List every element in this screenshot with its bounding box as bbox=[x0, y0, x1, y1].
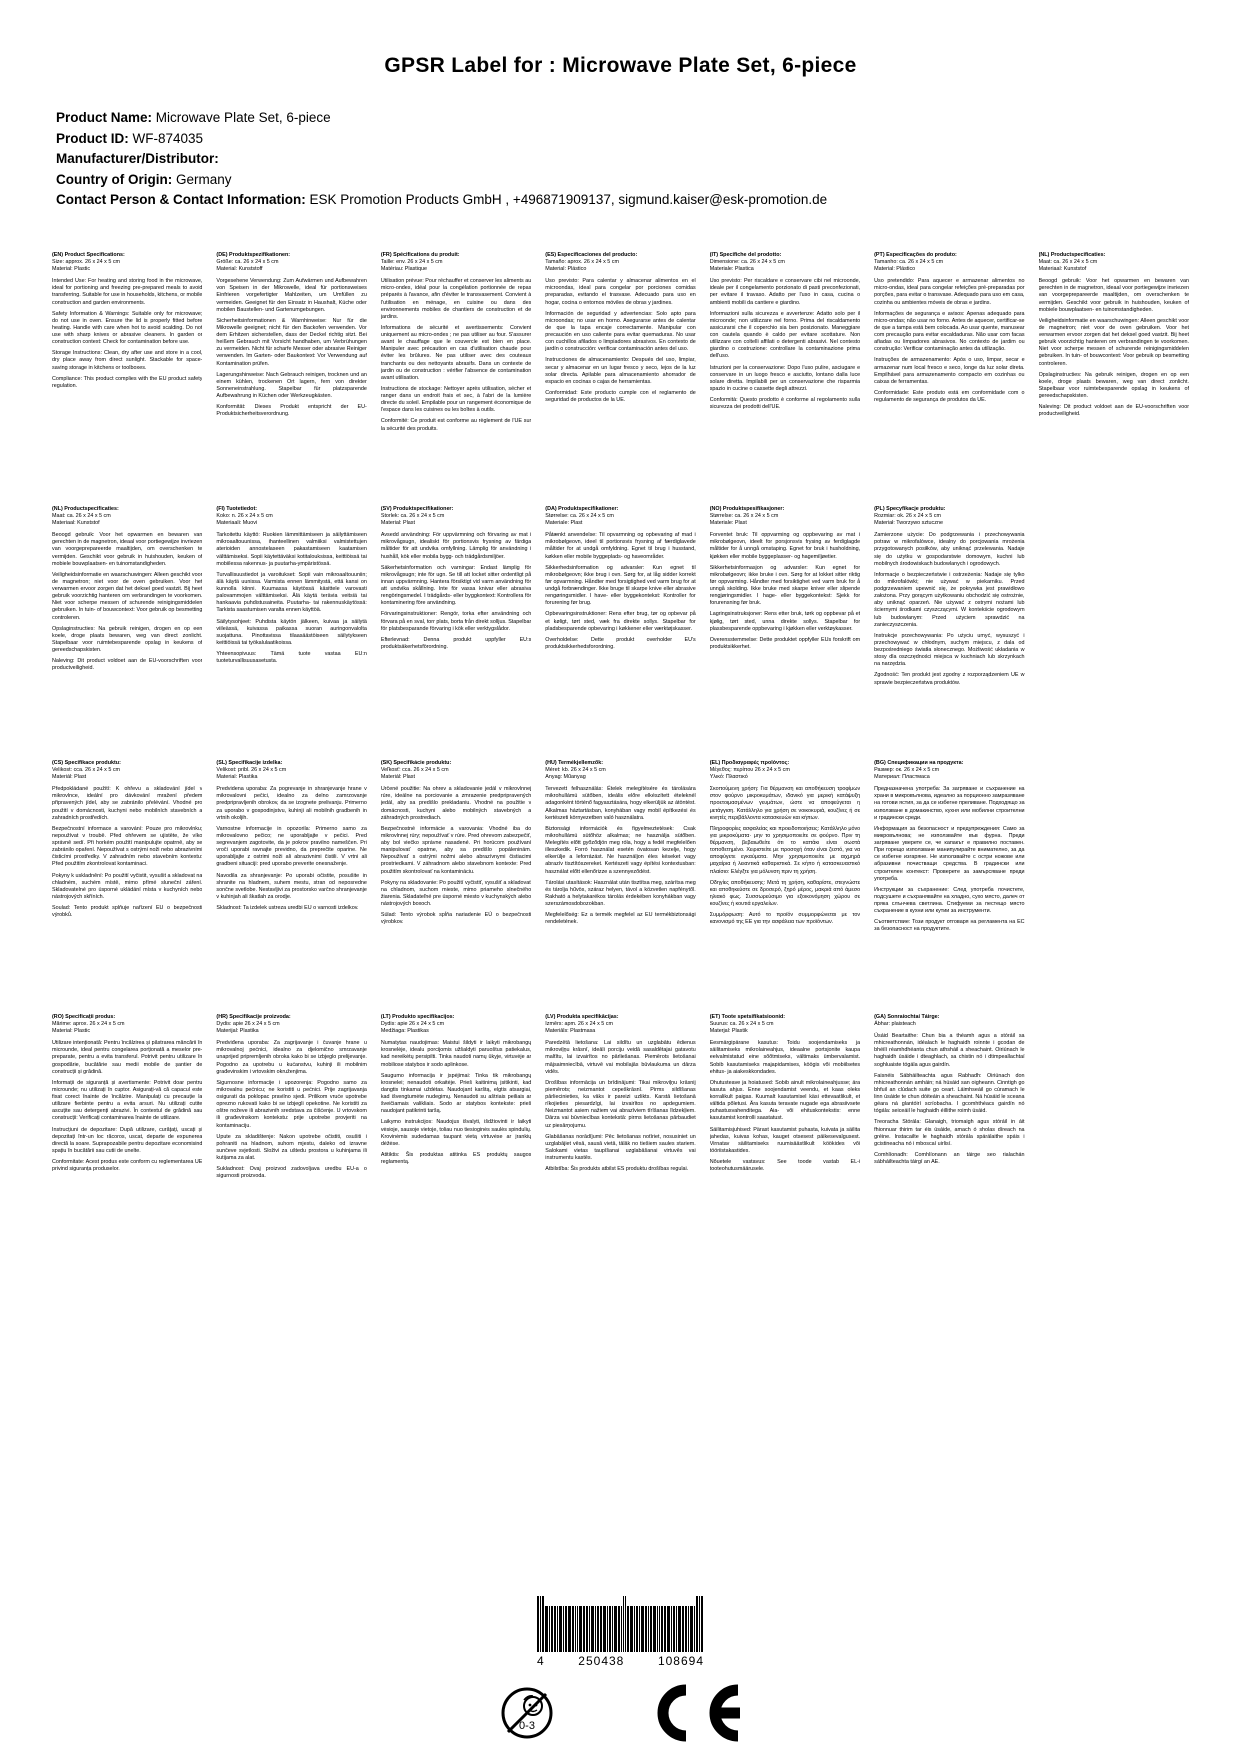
meta-row-manufacturer bbox=[56, 149, 1189, 169]
spec-block-spacer-2 bbox=[1039, 760, 1189, 1014]
spec-material: Materiale: Plast bbox=[545, 520, 583, 527]
spec-material: Material: Plastic bbox=[52, 1028, 91, 1035]
spec-paragraph: Vorgesehene Verwendung: Zum Aufwärmen und Aufbewahren von Speisen in der Mikrowelle, ideal für portionsweises Einfrieren vorgefertigter Mahlzeiten, um Umfüllen zu vermeiden. Geeignet für den Einsatz in Haushalt, Küche oder mobilen Baustellen- und Gartenumgebungen. bbox=[216, 278, 367, 313]
spec-heading: (HU) Termékjellemzők: bbox=[545, 759, 603, 766]
spec-size: Ábhar: plaisteach bbox=[874, 1020, 916, 1027]
spec-size: Rozmiar: ok. 26 x 24 x 5 cm bbox=[874, 512, 941, 519]
spec-paragraph: Informações de segurança e avisos: Apenas adequado para micro-ondas; não usar no forno. Antes de aquecer, certificar-se de que a tampa está bem colocada. Ao usar quente, manusear com precaução para evitar escaldaduras. Não usar com facas afiadas ou limpadores abrasivos. No contexto de jardim ou construção: Verificar contaminação antes da utilização. bbox=[874, 310, 1025, 353]
spec-heading: (NO) Produktspesifikasjoner: bbox=[709, 505, 785, 512]
spec-paragraph: Informacje o bezpieczeństwie i ostrzeżenia: Nadaje się tylko do mikrofalówki; nie używać w piekarniku. Przed podgrzewaniem upewnić się, że pokrywka jest prawidłowo założona. Przy gorącym użytkowaniu obchodzić się ostrożnie, aby uniknąć oparzeń. Nie używać z ostrymi nożami lub ściernymi środkami czyszczącymi. W kontekście ogrodowym lub budowlanym: Przed użyciem sprawdzić na zanieczyszczenia. bbox=[874, 571, 1025, 628]
spec-paragraph: Určené použitie: Na ohrev a skladovanie jedál v mikrovlnnej rúre, ideálne na porciovanie a zmrazenie predpripravených jedál, aby sa predišlo prekladaniu. Vhodné na použitie v domácnosti, kuchyni alebo mobilných stavebných a záhradných prostrediach. bbox=[380, 786, 532, 821]
spec-paragraph: Yhteensopivuus: Tämä tuote vastaa EU:n tuoteturvallisuusasetusta. bbox=[216, 651, 367, 665]
spec-size: Tamaño: aprox. 26 x 24 x 5 cm bbox=[545, 258, 619, 265]
spec-paragraph: Nõuetele vastavus: See toode vastab EL-i tooteohutusmäärusele. bbox=[709, 1159, 861, 1173]
spec-size: Dimensione: ca. 26 x 24 x 5 cm bbox=[709, 258, 785, 265]
spec-block-sv bbox=[381, 506, 531, 760]
spec-block-hu bbox=[545, 760, 695, 1014]
spec-material: Anyag: Műanyag bbox=[545, 774, 586, 781]
spec-heading: (FR) Spécifications du produit: bbox=[380, 251, 460, 258]
spec-paragraph: Overensstemmelse: Dette produktet oppfyller EUs forskrift om produktsikkerhet. bbox=[709, 636, 861, 650]
spec-block-spacer-3 bbox=[1039, 1014, 1189, 1268]
spec-block-en bbox=[52, 252, 202, 506]
spec-block-sl bbox=[216, 760, 366, 1014]
spec-paragraph: Förvaringsinstruktioner: Rengör, torka efter användning och förvara på en sval, torr plats, borta från direkt solljus. Stapelbar för platsbesparande förvaring i kök eller verktygslådor. bbox=[380, 611, 532, 632]
spec-paragraph: Съответствие: Този продукт отговаря на регламента на ЕС за безопасност на продуктите. bbox=[874, 919, 1025, 933]
spec-paragraph: Sukladnost: Ovaj proizvod zadovoljava uredbu EU-a o sigurnosti proizvoda. bbox=[216, 1166, 367, 1180]
spec-heading: (IT) Specifiche del prodotto: bbox=[709, 251, 782, 258]
meta-value: Germany bbox=[176, 171, 232, 187]
spec-paragraph: Saugumo informacija ir įspėjimai: Tinka tik mikrobangų krosnelei; nenaudoti orkaitėje. Prieš kaitinimą įsitikinti, kad dangtis tinkamai uždėtas. Naudojant karštą, elgtis atsargiai, kad išvengtumėte nudegimų. Nenaudoti su aštriais peiliais ar šveičiamais valikliais. Sodo ar statybos kontekste: prieš naudojant patikrinti taršą. bbox=[380, 1072, 532, 1115]
spec-material: Υλικό: Πλαστικό bbox=[709, 774, 748, 781]
spec-heading: (CS) Specifikace produktu: bbox=[52, 759, 121, 766]
spec-material: Materjal: Plastik bbox=[709, 1028, 748, 1035]
spec-paragraph: Conformità: Questo prodotto è conforme al regolamento sulla sicurezza dei prodotti dell'UE. bbox=[709, 397, 861, 411]
spec-material: Materiaali: Muovi bbox=[216, 520, 258, 527]
spec-paragraph: Compliance: This product complies with the EU product safety regulation. bbox=[52, 375, 203, 389]
spec-paragraph: Instrucciones de almacenamiento: Después del uso, limpiar, secar y almacenar en un lugar fresco y seco, lejos de la luz solar directa. Apilable para almacenamiento ahorrador de espacio en cocinas o cajas de herramientas. bbox=[545, 357, 696, 385]
spec-paragraph: Lagerungshinweise: Nach Gebrauch reinigen, trocknen und an einem kühlen, trockenen Ort lagern, fern von direkter Sonneneinstrahlung. Stapelbar für platzsparende Aufbewahrung in Küchen oder Werkzeugkästen. bbox=[216, 371, 367, 400]
spec-block-no bbox=[710, 506, 860, 760]
spec-paragraph: Οδηγίες αποθήκευσης: Μετά τη χρήση, καθαρίστε, στεγνώστε και αποθηκεύστε σε δροσερό, ξηρό μέρος, μακριά από άμεσο ηλιακό φως. Συσσωρεύσιμο για εξοικονόμηση χώρου σε κουζίνες ή κουτιά εργαλείων. bbox=[709, 879, 861, 908]
spec-size: Dydis: apie 26 x 24 x 5 cm bbox=[380, 1020, 445, 1027]
spec-paragraph: Numatytas naudojimas: Maistui šildyti ir laikyti mikrobangų krosnelėje, idealu porcijomis užšaldyti paruoštus patiekalus, kad nereikėtų persipilti. Tinka naudoti namų ūkyje, virtuvėje ar mobiliose statybos ir sodo aplinkose. bbox=[380, 1040, 532, 1068]
spec-size: Veľkosť: cca. 26 x 24 x 5 cm bbox=[380, 766, 449, 773]
barcode-left-digit: 4 bbox=[537, 1654, 545, 1668]
spec-paragraph: Instructions de stockage: Nettoyer après utilisation, sécher et ranger dans un endroit frais et sec, à l'abri de la lumière directe du soleil. Empilable pour un rangement économique de l'espace dans les cuisines ou les boîtes à outils. bbox=[380, 385, 532, 414]
spec-heading: (RO) Specificații produs: bbox=[52, 1013, 116, 1020]
meta-label: Country of Origin: bbox=[56, 171, 173, 187]
spec-paragraph: Beoogd gebruik: Voor het opwarmen en bewaren van gerechten in de magnetron, ideaal voor portiegewijze invriezen van voorgeprepareerde maaltijden, om overschenken te vermijden. Geschikt voor gebruik in huishouden, keuken of mobiele bouwplaatsen- en tuinomstandigheden. bbox=[1038, 278, 1189, 313]
spec-paragraph: Předpokládané použití: K ohřevu a skladování jídel v mikrovlnce, ideální pro dávkování mražení předem připravených jídel, aby se zabránilo přelévání. Vhodné pro použití v domácnosti, kuchyni nebo mobilních stavebních a zahradních prostředích. bbox=[52, 786, 203, 821]
spec-size: Størrelse: ca. 26 x 24 x 5 cm bbox=[709, 512, 779, 519]
meta-label: Product ID: bbox=[56, 130, 129, 146]
spec-paragraph: Intended Use: For heating and storing food in the microwave, ideal for portioning and freezing pre-prepared meals to avoid transferring. Suitable for use in households, kitchens, or mobile construction and garden environments. bbox=[52, 278, 203, 306]
spec-paragraph: Laikymo instrukcijos: Naudojus išvalyti, išdžiovinti ir laikyti vėsioje, sausoje vietoje, toliau nuo tiesioginės saulės spindulių. Krovinėmis sudedamas taupant vietą virtuvėse ar įrankių dėžėse. bbox=[380, 1119, 532, 1147]
spec-size: Maat: ca. 26 x 24 x 5 cm bbox=[52, 512, 111, 519]
spec-paragraph: Lagringsinstruksjoner: Rens etter bruk, tørk og oppbevar på et kjølig, tørt sted, unna direkte sollys. Stapelbar for plassbesparende oppbevaring i kjøkken eller verktøykasser. bbox=[709, 611, 861, 632]
spec-material: Material: Plástico bbox=[545, 266, 587, 273]
spec-block-hr bbox=[216, 1014, 366, 1268]
spec-size: Taille: env. 26 x 24 x 5 cm bbox=[380, 258, 443, 265]
spec-block-cs bbox=[52, 760, 202, 1014]
spec-paragraph: Paredzētā lietošana: Lai sildītu un uzglabātu ēdienus mikroviļņu krāsnī, ideāli porciju veidā sasaldētajai gatavotu maltītu, lai izvairītos no pārliešanas. Piemērots lietošanai mājsaimniecībā, virtuvē vai mobilajās būvlaukuma un dārza vidēs. bbox=[545, 1040, 696, 1075]
spec-heading: (ES) Especificaciones del producto: bbox=[545, 251, 638, 258]
age-range-text: 0-3 bbox=[518, 1720, 535, 1732]
spec-paragraph: Sikkerhetsinformasjon og advarsler: Kun egnet for mikrobølgeovn; ikke bruke i ovn. Sørg for at lokket sitter riktig før oppvarming. Håndter med forsiktighet ved varm bruk for å unngå skolding. Ikke bruke med skarpe kniver eller slipende rengjøringsmidler. I hage- eller byggekontekst: Sjekk for forurensning før bruk. bbox=[709, 564, 861, 607]
spec-block-spacer-1 bbox=[1039, 506, 1189, 760]
spec-paragraph: Utilizare intenționată: Pentru încălzirea și păstrarea mâncării în microunde, ideal pentru congelarea porționată a meselor pre-preparate, pentru a evita transferul. Potrivit pentru utilizare în gospodărie, bucătărie sau medii mobile de șantier de construcții și grădină. bbox=[52, 1040, 203, 1075]
spec-heading: (PT) Especificações do produto: bbox=[874, 251, 957, 258]
spec-block-es bbox=[545, 252, 695, 506]
spec-material: Materiāls: Plastmasa bbox=[545, 1028, 596, 1035]
language-specs-grid bbox=[52, 252, 1189, 1268]
spec-size: Izmērs: apm. 26 x 24 x 5 cm bbox=[545, 1020, 613, 1027]
barcode-digits bbox=[537, 1654, 704, 1668]
meta-label: Product Name: bbox=[56, 110, 153, 125]
spec-paragraph: Veiligheidsinformatie en waarschuwingen: Alleen geschikt voor de magnetron; niet voor de oven gebruiken. Voor het verwarmen ervoor zorgen dat het deksel goed vastzit. Bij heet gebruik voorzichtig hanteren om verbrandingen te voorkomen. Niet voor scherpe messen of schurende reinigingsmiddelen gebruiken. In tuin- of bouwcontext: Voor gebruik op besmetting controleren. bbox=[1038, 317, 1189, 367]
spec-block-pt bbox=[874, 252, 1024, 506]
spec-block-pl bbox=[874, 506, 1024, 760]
spec-paragraph: Påtænkt anvendelse: Til opvarmning og opbevaring af mad i mikrobølgeovn, ideel til portionsvis frysning af færdiglavede måltider for at undgå omfyldning. Egnet til brug i husstand, køkken eller mobile byggeplads- og haveområder. bbox=[545, 532, 696, 560]
spec-size: Size: approx. 26 x 24 x 5 cm bbox=[52, 258, 121, 265]
compliance-marks bbox=[0, 1684, 1241, 1742]
spec-material: Material: Plastika bbox=[216, 774, 258, 781]
spec-paragraph: Uso pretendido: Para aquecer e armazenar alimentos no micro-ondas, ideal para congelar refeições pré-preparadas por porções, para evitar o transvase. Adequado para uso em casa, cozinha ou ambientes móveis de obras e jardins. bbox=[874, 278, 1025, 306]
spec-paragraph: Opslaginstructies: Na gebruik reinigen, drogen en op een koele, droge plaats bewaren, weg van direct zonlicht. Stapelbaar voor ruimtebesparende opslag in keukens of gereedschapskisten. bbox=[1038, 371, 1189, 400]
spec-size: Koko: n. 26 x 24 x 5 cm bbox=[216, 512, 273, 519]
spec-block-bg bbox=[874, 760, 1024, 1014]
spec-size: Méret: kb. 26 x 24 x 5 cm bbox=[545, 766, 606, 773]
meta-label: Contact Person & Contact Information: bbox=[56, 192, 306, 208]
spec-paragraph: Treoracha Stórála: Glanaigh, triomaigh agus stóráil in áit fhionnuar thirim tar éis úsáide, amach ó sholas díreach na gréine. Instacailte le haghaidh stórála spárálaithe spáis i gcistineacha nó i mboscaí uirlisí. bbox=[874, 1119, 1025, 1147]
meta-value: Microwave Plate Set, 6-piece bbox=[155, 110, 331, 125]
spec-block-fr bbox=[381, 252, 531, 506]
spec-paragraph: Opbevaringsinstruktioner: Rens efter brug, tør og opbevar på et køligt, tørt sted, væk fra direkte sollys. Stapelbar for pladsbesparende opbevaring i køkkener eller værktøjskasser. bbox=[545, 611, 696, 632]
meta-value: WF-874035 bbox=[132, 130, 204, 146]
ean13-barcode bbox=[537, 1596, 704, 1652]
spec-paragraph: Tervezett felhasználás: Ételek melegítésére és tárolására mikrohullámú sütőben, ideális előre elkészített ételeknél adagonként történő fagyasztására, hogy elkerüljük az átöntést. Alkalmas háztartásban, konyhában vagy mobil építkezési és kertészeti környezetben való használatra. bbox=[545, 786, 696, 821]
spec-paragraph: Información de seguridad y advertencias: Solo apto para microondas; no usar en horno. Asegurarse antes de calentar de que la tapa encaje correctamente. Manipular con precaución en uso caliente para evitar quemaduras. No usar con cuchillos afilados o limpiadores abrasivos. En contexto de jardín o construcción: verificar contaminación antes del uso. bbox=[545, 310, 696, 353]
spec-paragraph: Informazioni sulla sicurezza e avvertenze: Adatto solo per il microonde; non utilizzare nel forno. Prima del riscaldamento assicurarsi che il coperchio sia ben posizionato. Maneggiare con cautela quando è caldo per evitare scottature. Non utilizzare con coltelli affilati o detergenti abrasivi. Nel contesto giardino o costruzione: controllare la contaminazione prima dell'uso. bbox=[709, 310, 861, 360]
meta-row-country bbox=[56, 170, 1189, 190]
spec-heading: (NL) Productspecificaties: bbox=[1038, 251, 1106, 258]
spec-size: Mărime: aprox. 26 x 24 x 5 cm bbox=[52, 1020, 125, 1027]
spec-paragraph: Ohutusteave ja hoiatused: Sobib ainult mikrolaineahjusse; ära kasuta ahjus. Enne soojendamist veendu, et kaas oleks korralikult paigas. Kuumalt kasutamisel käsi ettevaatlikult, et vältida põletusi. Ära kasuta teravate nugade ega abrasiivsete puhastusvahenditega. Aia- või ehituskontekstis: enne kasutamist kontrolli saastatust. bbox=[709, 1079, 861, 1122]
spec-material: Material: Plastic bbox=[52, 266, 91, 273]
product-meta-block bbox=[56, 108, 1189, 210]
spec-material: Materiał: Tworzywo sztuczne bbox=[874, 520, 943, 527]
spec-block-nl-2 bbox=[52, 506, 202, 760]
spec-paragraph: Πληροφορίες ασφαλείας και προειδοποιήσεις: Κατάλληλο μόνο για μικροκύματα· μην το χρησιμοποιείτε σε φούρνο. Πριν τη θέρμανση, βεβαιωθείτε ότι το καπάκι είναι σωστά τοποθετημένο. Χειριστείτε με προσοχή όταν είναι ζεστό, για να αποφύγετε εγκαύματα. Μην χρησιμοποιείτε με αιχμηρά μαχαίρια ή λειαντικά καθαριστικά. Σε κήπο ή κατασκευαστικό πλαίσιο: Ελέγξτε για μόλυνση πριν τη χρήση. bbox=[709, 825, 861, 875]
spec-block-el bbox=[710, 760, 860, 1014]
spec-paragraph: Предназначена употреба: За загряване и съхранение на храни в микровълнова, идеално за порционно замразяване на готови ястия, за да се избегне преливане. Подходящо за използване в домакинство, кухня или мобилни строителни и градински среди. bbox=[874, 786, 1025, 821]
spec-paragraph: Safety Information & Warnings: Suitable only for microwave; do not use in oven. Ensure the lid is properly fitted before heating. Handle with care when hot to avoid scalding. Do not use with sharp knives or abrasive cleaners. In garden or construction context: Check for contamination before use. bbox=[52, 310, 203, 346]
spec-block-fi bbox=[216, 506, 366, 760]
spec-paragraph: Bezpečnostné informácie a varovania: Vhodné iba do mikrovlnnej rúry; nepoužívať v rúre. Pred ohrevom zabezpečiť, aby bol viečko správne nasadené. Pri horúcom používaní manipulovať opatrne, aby sa predišlo popáleninám. Nepoužívať s ostrými nožmi alebo abrazívnymi čistiacimi prostriedkami. V záhradnom alebo stavebnom kontexte: Pred použitím skontrolovať na kontamináciu. bbox=[380, 825, 532, 875]
meta-label: Manufacturer/Distributor: bbox=[56, 151, 219, 167]
spec-paragraph: Sigurnosne informacije i upozorenja: Pogodno samo za mikrovalnu pećnicu; ne koristiti u pećnici. Prije zagrijavanja osigurati da poklopac pravilno sjedi. Prilikom vruće upotrebe oprezno rukovati kako bi se izbjegli opekotine. Ne koristiti za oštre noževe ili abrazivnih sredstava za čišćenje. U vrtovskom ili građevinskom kontekstu: prije upotrebe provjeriti na kontaminaciju. bbox=[216, 1079, 367, 1129]
spec-heading: (SK) Špecifikácie produktu: bbox=[380, 759, 452, 766]
spec-paragraph: Eesmärgipärane kasutus: Toidu soojendamiseks ja säilitamiseks mikrolaineahjus, ideaalne portsjonite kaupa eelvalmistatud eine sõõtmiseks, vältimaks ümbervalamist. Sobib kasutamiseks majapidamises, köögis või mobiilsetes ehitus- ja aiakeskkondades. bbox=[709, 1040, 861, 1075]
spec-block-ga bbox=[874, 1014, 1024, 1268]
spec-size: Velikost: cca. 26 x 24 x 5 cm bbox=[52, 766, 121, 773]
spec-material: Materiaal: Kunststof bbox=[1038, 266, 1087, 273]
ce-mark-icon bbox=[646, 1684, 742, 1742]
spec-paragraph: Súlad: Tento výrobok spĺňa nariadenie EÚ o bezpečnosti výrobkov. bbox=[380, 912, 532, 926]
spec-paragraph: Naleving: Dit product voldoet aan de EU-voorschriften voor productveiligheid. bbox=[52, 658, 203, 672]
spec-paragraph: Tarkoitettu käyttö: Ruokien lämmittämiseen ja säilyttämiseen mikroaaltouunissa, ihanteellinen valmiiksi valmistettujen aterioiden annostelaseen pakastamiseen kaatamisen välttämiseksi. Sopii käytettäväksi kotitalouksissa, keittiöissä tai mobiilessa rakennus- ja puutarha-ympäristössä. bbox=[216, 532, 367, 567]
spec-size: Μέγεθος: περίπου 26 x 24 x 5 cm bbox=[709, 766, 790, 773]
spec-material: Material: Plast bbox=[380, 520, 415, 527]
spec-size: Dydis: apie 26 x 24 x 5 cm bbox=[216, 1020, 280, 1027]
spec-paragraph: Conformidad: Este producto cumple con el reglamento de seguridad de productos de la UE. bbox=[545, 389, 696, 404]
spec-material: Materiale: Plastica bbox=[709, 266, 754, 273]
barcode-block bbox=[537, 1596, 704, 1668]
spec-paragraph: Predvidena uporaba: Za pogrevanje in shranjevanje hrane v mikrovalovni pečici, idealno za delno zamrzovanje predpripravljenih obrokov, da se izognete prelivanju. Primerno za uporabo v gospodinjstvu, kuhinji ali mobilnih gradbenih in vrtnih okoljih. bbox=[216, 786, 367, 821]
spec-paragraph: Zamierzone użycie: Do podgrzewania i przechowywania potraw w mikrofalówce, idealny do porcjowania mrożenia przygotowanych posiłków, aby uniknąć przelewania. Nadaje się do użytku w gospodarstwie domowym, kuchni lub mobilnych środowiskach budowlanych i ogrodowych. bbox=[874, 532, 1025, 567]
spec-heading: (PL) Specyfikacje produktu: bbox=[874, 505, 946, 512]
spec-heading: (BG) Спецификации на продукта: bbox=[874, 759, 964, 766]
spec-paragraph: Turvallisuustiedot ja varoitukset: Sopii vain mikroaaltouuniin; älä käytä uunissa. Varmista ennen lämmitystä, että kansi on kunnolla kiinni. Kuumassa käytössä käsittele varovasti palovammojen välttämiseksi. Älä käytä terävia veitsiä tai hankaavia puhdistusaineita. Puutarha- tai rakennuskäytössä: Tarkista saastumisen varalta ennen käyttöä. bbox=[216, 571, 367, 614]
spec-material: Matériau: Plastique bbox=[380, 266, 427, 273]
spec-paragraph: Navodila za shranjevanje: Po uporabi očistite, posušite in shranite na hladnem, suhem mestu, stran od neposredne sončne svetlobe. Nestavljivi za prostorsko varčno shranjevanje v kuhinjah ali škatlah za orodje. bbox=[216, 872, 367, 900]
spec-paragraph: Säilitamisjuhised: Pärast kasutamist puhasta, kuivata ja säilita jahedas, kuivas kohas, kauget otsesest päikesevalgusest. Virnatav säilitamiseks ruumisäästlikult köökides või tööriistakastides. bbox=[709, 1126, 861, 1154]
spec-paragraph: Informații de siguranță și avertismente: Potrivit doar pentru microunde; nu utilizați în cuptor. Asigurați-vă că capacul este fixat corect înainte de încălzire. Manipulați cu precauție la utilizare fierbinte pentru a evita arsuri. Nu utilizați cutite ascuțite sau detergenți abrazivi. În contextul de grădină sau construcții: Verificați contaminarea înainte de utilizare. bbox=[52, 1079, 203, 1122]
spec-size: Größe: ca. 26 x 24 x 5 cm bbox=[216, 258, 279, 265]
spec-paragraph: Pokyny k uskladnění: Po použití vyčistit, vysušit a skladovat na chladném, suchém místě, mimo přímé sluneční záření. Skladovatelné pro úsporné ukládání místa v kuchyních nebo nástrojových skříních. bbox=[52, 872, 203, 900]
spec-paragraph: Utilisation prévue: Pour réchauffer et conserver les aliments au micro-ondes, idéal pour la congélation portionnée de repas préparés à l'avance, afin d'éviter le transvasement. Convient à l'utilisation en ménage, en cuisine ou dans des environnements mobiles de chantiers de construction et de jardins. bbox=[380, 278, 532, 320]
spec-paragraph: Sicherheitsinformationen & Warnhinweise: Nur für die Mikrowelle geeignet; nicht für den Backofen verwenden. Vor dem Erhitzen sicherstellen, dass der Deckel richtig sitzt. Bei heißem Gebrauch mit Vorsicht handhaben, um Verbrühungen zu vermeiden. Nicht für scharfe Messer oder abrasive Reiniger verwenden. Im Garten- oder Baukontext: Vor Verwendung auf Kontamination prüfen. bbox=[216, 317, 367, 367]
spec-paragraph: Úsáid Beartaithe: Chun bia a théamh agus a stóráil sa mhicreathonnán, idéalach le haghaidh roinnte i gcodan de bhéilí réamhdhéanta chun athsháil a sheachaint. Oiriúnach le haghaidh úsáide i dteaghlach, sa chistin nó i dtimpeallachtaí soghluaiste tógála agus gairdín. bbox=[874, 1033, 1025, 1068]
spec-paragraph: Информация за безопасност и предупреждения: Само за микровълнова; не използвайте във фурна. Преди загряване уверете се, че капакът е правилно поставен. При горещо използване манипулирайте внимателно, за да се избегне изгаряне. Не използвайте с остри ножове или абразивни почистващи средства. В градински или строителен контекст: Проверете за замърсяване преди употреба. bbox=[874, 825, 1025, 882]
spec-material: Material: Plástico bbox=[874, 266, 916, 273]
spec-paragraph: Conformitate: Acest produs este conform cu reglementarea UE privind siguranța produselor. bbox=[52, 1159, 203, 1173]
meta-row-product-name bbox=[56, 108, 1189, 128]
spec-paragraph: Sikkerhedsinformation og advarsler: Kun egnet til mikrobølgeovn; ikke brug i ovn. Sørg for, at låg sidder korrekt før opvarmning. Håndter med forsigtighed ved varm brug for at undgå forbrændinger. Ikke bruge til skarpe knive eller abrasive rengøringsmidler. I have- eller byggekontekst: Kontroller for forurening før brug. bbox=[545, 564, 696, 607]
footer-marks-area bbox=[0, 1596, 1241, 1742]
spec-block-sk bbox=[381, 760, 531, 1014]
spec-paragraph: Atbilstība: Šis produkts atbilst ES produktu drošības regulai. bbox=[545, 1166, 689, 1173]
spec-paragraph: Conformidade: Este produto está em conformidade com o regulamento de segurança de produtos da UE. bbox=[874, 389, 1025, 404]
spec-block-de bbox=[216, 252, 366, 506]
spec-paragraph: Avsedd användning: För uppvärmning och förvaring av mat i mikrovågsugn, idealiskt för portionsvis frysning av färdiga måltider för att undvika omfyllning. Lämplig för användning i hushåll, kök eller mobila bygg- och trädgårdsmiljöer. bbox=[380, 532, 532, 560]
spec-paragraph: Conformité: Ce produit est conforme au règlement de l'UE sur la sécurité des produits. bbox=[380, 418, 532, 432]
spec-material: Materijal: Plastika bbox=[216, 1028, 259, 1035]
spec-paragraph: Instrukcje przechowywania: Po użyciu umyć, wysuszyć i przechowywać w chłodnym, suchym miejscu, z dala od bezpośredniego światła słonecznego. Możliwość układania w stosy dla oszczędności miejsca w kuchniach lub skrzynkach na narzędzia. bbox=[874, 632, 1025, 668]
spec-paragraph: Veiligheidsinformatie en waarschuwingen: Alleen geschikt voor de magnetron; niet voor de oven gebruiken. Voor het verwarmen ervoor zorgen dat het deksel goed vastzit. Bij heet gebruik voorzichtig hanteren om verbrandingen te voorkomen. Niet voor scherpe messen of schurende reinigingsmiddelen gebruiken. In tuin- of bouwcontext: Voor gebruik op besmetting controleren. bbox=[52, 571, 203, 621]
spec-paragraph: Uso previsto: Para calentar y almacenar alimentos en el microondas, ideal para congelar por porciones comidas preparadas, evitando el trasvase. Adecuado para uso en hogar, cocina o entornos móviles de obras y jardines. bbox=[545, 278, 696, 306]
spec-heading: (HR) Specifikacije proizvoda: bbox=[216, 1013, 291, 1020]
spec-size: Velikost: pribl. 26 x 24 x 5 cm bbox=[216, 766, 287, 773]
spec-paragraph: Uso previsto: Per riscaldare e conservare cibi nel microonde, ideale per il congelamento porzionato di pasti preconfezionati, per evitare il travaso. Adatto per l'uso in casa, cucina o ambienti mobili da cantiere e giardino. bbox=[709, 278, 861, 306]
spec-size: Størrelse: ca. 26 x 24 x 5 cm bbox=[545, 512, 614, 519]
spec-paragraph: Tárolási utasítások: Használat után tisztítsa meg, szárítsa meg és tárolja hűvös, száraz helyen, távol a közvetlen napfénytől. Rakható a helytakarékos tárolás érdekében konyhákban vagy szerszámosdobozokban. bbox=[545, 879, 696, 908]
barcode-group-2: 108694 bbox=[657, 1654, 704, 1668]
spec-heading: (ET) Toote spetsifikatsioonid: bbox=[709, 1013, 786, 1020]
spec-heading: (EL) Προδιαγραφές προϊόντος: bbox=[709, 759, 790, 766]
spec-material: Materiale: Plast bbox=[709, 520, 747, 527]
spec-paragraph: Instrucțiuni de depozitare: După utilizare, curățați, uscați și depozitați într-un loc răcoros, uscat, departe de expunerea directă la soare. Suprapozabile pentru depozitare economisind spațiu în bucătării sau cutii de unelte. bbox=[52, 1126, 203, 1154]
spec-paragraph: Pokyny na skladovanie: Po použití vyčistiť, vysušiť a skladovať na chladnom, suchom mieste, mimo priameho slnečného žiarenia. Skladateľné pre úsporné miesto v kuchynských alebo nástrojových boxoch. bbox=[380, 879, 532, 908]
spec-block-ro bbox=[52, 1014, 202, 1268]
spec-paragraph: Naleving: Dit product voldoet aan de EU-voorschriften voor productveiligheid. bbox=[1038, 404, 1189, 418]
spec-paragraph: Drošības informācija un brīdinājumi: Tikai mikroviļņu krāsnij piemērots; neizmantot cepeškrāsnī. Pirms sildīšanas pārliecinieties, ka vāks ir pareizi uzlikts. Karstā lietošanā rīkojieties piesardzīgi, lai izvairītos no apdegumiem. Neizmantot asiem nažiem vai abrazīviem tīrīšanas līdzekļiem. Dārza vai būvniecības kontekstā: pirms lietošanas pārbaudiet uz piesārņojumu. bbox=[545, 1079, 696, 1129]
spec-heading: (NL) Productspecificaties: bbox=[52, 505, 119, 512]
spec-paragraph: Varnostne informacije in opozorila: Primerno samo za mikrovalovno pečico; ne uporabljajte v pečici. Pred segrevanjem zagotovite, da je pokrov pravilno nameščen. Pri vroči uporabi ravnajte previdno, da preprečite oparine. Ne uporabljajte z ostrimi noži ali abrazivnimi čistili. V vrtni ali gradbeni situaciji: pred uporabo preverite onesnaženje. bbox=[216, 825, 367, 868]
spec-paragraph: Forventet bruk: Til oppvarming og oppbevaring av mat i mikrobølgeovn, ideelt for porsjonsvis frysing av ferdiglagde måltider for å unngå omstaping. Egnet for bruk i husholdning, kjøkken eller mobile byggeplasser- og hagemiljøetier. bbox=[709, 532, 861, 560]
spec-block-lt bbox=[381, 1014, 531, 1268]
spec-paragraph: Инструкции за съхранение: След употреба почистете, подсушете и съхранявайте на хладно, сухо място, далеч от пряка слънчева светлина. Стифуеми за пестещо място съхранение в кухни или кутии за инструменти. bbox=[874, 886, 1025, 915]
spec-paragraph: Overholdelse: Dette produkt overholder EU's produktsikkerhedsforordning. bbox=[545, 636, 696, 650]
spec-block-nl bbox=[1039, 252, 1189, 506]
spec-paragraph: Atitiktis: Šis produktas atitinka ES produktų saugos reglamentą. bbox=[380, 1151, 532, 1166]
spec-paragraph: Opslaginstructies: Na gebruik reinigen, drogen en op een koele, droge plaats bewaren, weg van direct zonlicht. Stapelbaar voor ruimtebesparende opslag in keukens of gereedschapskisten. bbox=[52, 625, 203, 654]
spec-paragraph: Informations de sécurité et avertissements: Convient uniquement au micro-ondes ; ne pas utiliser au four. S'assurer avant le chauffage que le couvercle est bien en place. Manipuler avec précaution en cas d'utilisation chaude pour éviter les brûlures. Ne pas utiliser avec des couteaux tranchants ou des nettoyants abrasifs. Dans un contexte de jardin ou de construction : vérifier l'absence de contamination avant utilisation. bbox=[380, 324, 532, 381]
spec-paragraph: Säilytysohjeet: Puhdista käytön jälkeen, kuivaa ja säilytä viileässä, kuivassa paikassa suoran auringonvalolta suojattuna. Pinottavissa tilaasäästöiseen säilytykseen keittiöissä tai työkalulaatikoissa. bbox=[216, 618, 367, 646]
spec-paragraph: Faisnéis Sábháilteachta agus Rabhadh: Oiriúnach don mhicreathonnán amháin; ná húsáid san oigheann. Cinntigh go bhfuil an clúdach suite go ceart. Láimhseáil go cúramach le linn úsáide te chun dóiteáin a sheachaint. Ná húsáid le sceana géara ná glantóirí scríobacha. I gcomhthéacs gairdín nó tógála: seiceáil le haghaidh éillithe roimh úsáid. bbox=[874, 1072, 1025, 1115]
spec-material: Material: Kunststoff bbox=[216, 266, 263, 273]
spec-heading: (LV) Produkta specifikācijas: bbox=[545, 1013, 619, 1020]
spec-size: Размер: ок. 26 x 24 x 5 cm bbox=[874, 766, 940, 773]
spec-paragraph: Beoogd gebruik: Voor het opwarmen en bewaren van gerechten in de magnetron, ideaal voor portiegewijze invriezen van voorgeprepareerde maaltijden, om overschenken te vermijden. Geschikt voor gebruik in huishouden, keuken of mobiele bouwplaatsen- en tuinomstandigheden. bbox=[52, 532, 203, 567]
spec-paragraph: Bezpečnostní informace a varování: Pouze pro mikrovlnku; nepoužívat v troubě. Před ohřevem se ujistěte, že víko správně sedí. Při horkém použití manipulujte opatrně, aby se zabránilo opaření. Nepoužívat s ostrými noži nebo abrazivními čisticími prostředky. V zahradním nebo stavebním kontextu: Před použitím zkontrolovat kontaminaci. bbox=[52, 825, 203, 868]
spec-paragraph: Σκοπούμενη χρήση: Για θέρμανση και αποθήκευση τροφίμων στον φούρνο μικροκυμάτων, ιδανικό για μερική κατάψυξη προετοιμασμένων γευμάτων, ώστε να αποφεύγεται η μετάγγιση. Κατάλληλο για χρήση σε νοικοκυριά, κουζίνες ή σε κινητές περιβάλλοντα κατασκευών και κήπων. bbox=[709, 786, 861, 821]
spec-heading: (DE) Produktspezifikationen: bbox=[216, 251, 291, 258]
spec-paragraph: Upute za skladištenje: Nakon upotrebe očistiti, osušiti i pohraniti na hladnom, suhom mjestu, daleko od izravne sunčeve svjetlosti. Složivi za uštedu prostora u kuhinjama ili kutijama za alat. bbox=[216, 1133, 367, 1162]
spec-paragraph: Storage Instructions: Clean, dry after use and store in a cool, dry place away from direct sunlight. Stackable for space-saving storage in kitchens or toolboxes. bbox=[52, 350, 203, 371]
spec-size: Suurus: ca. 26 x 24 x 5 cm bbox=[709, 1020, 774, 1027]
spec-heading: (LT) Produkto specifikacijos: bbox=[380, 1013, 455, 1020]
spec-paragraph: Skladnost: Ta izdelek ustreza uredbi EU o varnosti izdelkov. bbox=[216, 905, 359, 912]
spec-material: Материал: Пластмаса bbox=[874, 774, 930, 781]
spec-paragraph: Säkerhetsinformation och varningar: Endast lämplig för mikrovågsugn; inte för ugn. Se till att locket sitter ordentligt på innan uppvärmning. Hantera försiktigt vid varm användning för att undvika skållning. Inte för vassa knivar eller abrasiva rengöringsmedel. I trädgårds- eller byggkontext: Kontrollera för kontaminering före användning. bbox=[380, 564, 532, 607]
spec-heading: (SV) Produktspecifikationer: bbox=[380, 505, 454, 512]
spec-paragraph: Συμμόρφωση: Αυτό το προϊόν συμμορφώνεται με τον κανονισμό της ΕΕ για την ασφάλεια των προϊόντων. bbox=[709, 912, 861, 926]
spec-paragraph: Glabāšanas norādījumi: Pēc lietošanas notīriet, nosusiniet un uzglabājiet vēsā, sausā vietā, tālāk no tiešiem saules stariem. Salokami vietas taupīšanai uzglabāšanai virtuvēs vai instrumentu kastēs. bbox=[545, 1133, 696, 1162]
spec-paragraph: Konformität: Dieses Produkt entspricht der EU-Produktsicherheitsverordnung. bbox=[216, 404, 367, 418]
spec-heading: (DA) Produktspecifikationer: bbox=[545, 505, 619, 512]
spec-heading: (GA) Sonraíochtaí Táirge: bbox=[874, 1013, 940, 1020]
meta-value: ESK Promotion Products GmbH , +496871909137, sigmund.kaiser@esk-promotion.de bbox=[309, 192, 828, 208]
barcode-group-1: 250438 bbox=[578, 1654, 625, 1668]
spec-material: Materiál: Plast bbox=[52, 774, 87, 781]
no-children-under-3-icon bbox=[500, 1686, 554, 1740]
spec-block-lv bbox=[545, 1014, 695, 1268]
spec-paragraph: Comhlíonadh: Comhlíonann an táirge seo rialachán sábháilteachta táirgí an AE. bbox=[874, 1151, 1025, 1166]
meta-row-contact bbox=[56, 190, 1189, 210]
spec-block-da bbox=[545, 506, 695, 760]
spec-paragraph: Soulad: Tento produkt splňuje nařízení EU o bezpečnosti výrobků. bbox=[52, 905, 203, 919]
spec-block-et bbox=[710, 1014, 860, 1268]
spec-paragraph: Zgodność: Ten produkt jest zgodny z rozporządzeniem UE w sprawie bezpieczeństwa produktów. bbox=[874, 672, 1025, 686]
spec-paragraph: Biztonsági információk és figyelmeztetések: Csak mikrohullámú sütőhöz alkalmas; ne használja sütőben. Melegítés előtt győződjön meg róla, hogy a fedél megfelelően illeszkedik. Forró használat esetén óvatosan kezelje, hogy elkerülje a leforrázást. Ne használjon éles késeket vagy abrazív tisztítószereket. Kertészeti vagy építési kontextusban: használat előtt ellenőrizze a szennyeződést. bbox=[545, 825, 696, 875]
meta-row-product-id bbox=[56, 129, 1189, 149]
spec-size: Maat: ca. 26 x 24 x 5 cm bbox=[1038, 258, 1098, 265]
spec-material: Medžiaga: Plastikas bbox=[380, 1028, 429, 1035]
spec-material: Materiál: Plast bbox=[380, 774, 415, 781]
spec-paragraph: Predviđena uporaba: Za zagrijavanje i čuvanje hrane u mikrovalnoj pećnici, idealno za djelomično smrzavanje unaprijed pripremljenih obroka kako bi se izbjeglo prelijevanje. Pogodno za upotrebu u kućanstvu, kuhinji ili mobilnim građevinskim i vrtovskim okruženjima. bbox=[216, 1040, 367, 1075]
page-title: GPSR Label for : Microwave Plate Set, 6-piece bbox=[384, 54, 857, 77]
spec-paragraph: Megfelelőség: Ez a termék megfelel az EU termékbiztonsági rendeletének. bbox=[545, 912, 696, 926]
spec-heading: (FI) Tuotetiedot: bbox=[216, 505, 258, 512]
spec-size: Storlek: ca. 26 x 24 x 5 cm bbox=[380, 512, 445, 519]
spec-size: Tamanho: ca. 26 x 24 x 5 cm bbox=[874, 258, 944, 265]
spec-heading: (SL) Specifikacije izdelka: bbox=[216, 759, 283, 766]
spec-heading: (EN) Product Specifications: bbox=[52, 251, 125, 258]
spec-block-it bbox=[710, 252, 860, 506]
spec-paragraph: Efterlevnad: Denna produkt uppfyller EU:s produktsäkerhetsförordning. bbox=[380, 636, 532, 650]
spec-paragraph: Istruzioni per la conservazione: Dopo l'uso pulire, asciugare e conservare in un luogo fresco e asciutto, lontano dalla luce solare diretta. Impilabili per un conservazione che risparmia spazio in cucine o cassette degli attrezzi. bbox=[709, 364, 861, 392]
spec-paragraph: Instruções de armazenamento: Após o uso, limpar, secar e armazenar num local fresco e seco, longe da luz solar direta. Empilhável para armazenamento compacto em cozinhas ou caixas de ferramentas. bbox=[874, 357, 1025, 385]
spec-material: Materiaal: Kunststof bbox=[52, 520, 100, 527]
